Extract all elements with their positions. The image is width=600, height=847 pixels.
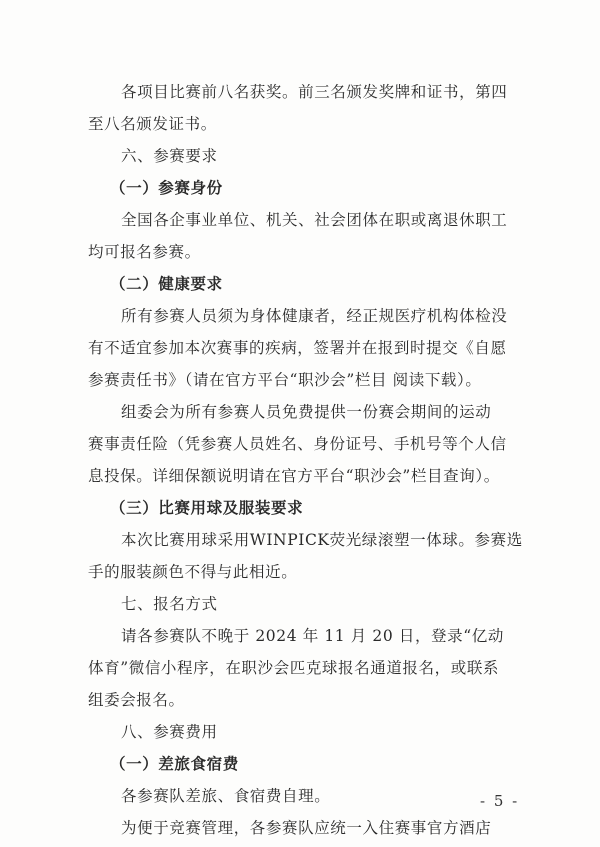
paragraph-line: 均可报名参赛。 [88,243,201,261]
paragraph-line: 为便于竞赛管理，各参赛队应统一入住赛事官方酒店 [121,819,492,837]
paragraph-line: 组委会报名。 [88,691,185,709]
subsection-heading: （二）健康要求 [110,274,223,293]
paragraph-line: 手的服装颜色不得与此相近。 [88,563,298,581]
paragraph-line: 参赛责任书》（请在官方平台“职沙会”栏目 阅读下载）。 [88,371,482,389]
paragraph-line: 有不适宜参加本次赛事的疾病，签署并在报到时提交《自愿 [88,339,507,357]
paragraph-line: 至八名颁发证书。 [88,115,217,133]
paragraph-line: 本次比赛用球采用WINPICK荧光绿滚塑一体球。参赛选 [121,531,523,549]
paragraph-line: 赛事责任险（凭参赛人员姓名、身份证号、手机号等个人信 [88,435,507,453]
section-heading: 六、参赛要求 [121,147,218,165]
paragraph-line: 全国各企事业单位、机关、社会团体在职或离退休职工 [121,211,508,229]
subsection-heading: （三）比赛用球及服装要求 [110,498,304,517]
paragraph-line: 各项目比赛前八名获奖。前三名颁发奖牌和证书，第四 [121,83,508,101]
paragraph-line: 各参赛队差旅、食宿费自理。 [121,787,331,805]
paragraph-line: 请各参赛队不晚于 2024 年 11 月 20 日，登录“亿动 [121,627,504,645]
section-heading: 七、报名方式 [121,595,218,613]
subsection-heading: （一）差旅食宿费 [110,754,239,773]
subsection-heading: （一）参赛身份 [110,178,223,197]
paragraph-line: 所有参赛人员须为身体健康者，经正规医疗机构体检没 [121,307,508,325]
paragraph-line: 组委会为所有参赛人员免费提供一份赛会期间的运动 [121,403,492,421]
paragraph-line: 息投保。详细保额说明请在官方平台“职沙会”栏目查询）。 [88,467,500,485]
paragraph-line: 体育”微信小程序，在职沙会匹克球报名通道报名，或联系 [88,659,500,677]
section-heading: 八、参赛费用 [121,723,218,741]
page-number: - 5 - [480,792,520,810]
